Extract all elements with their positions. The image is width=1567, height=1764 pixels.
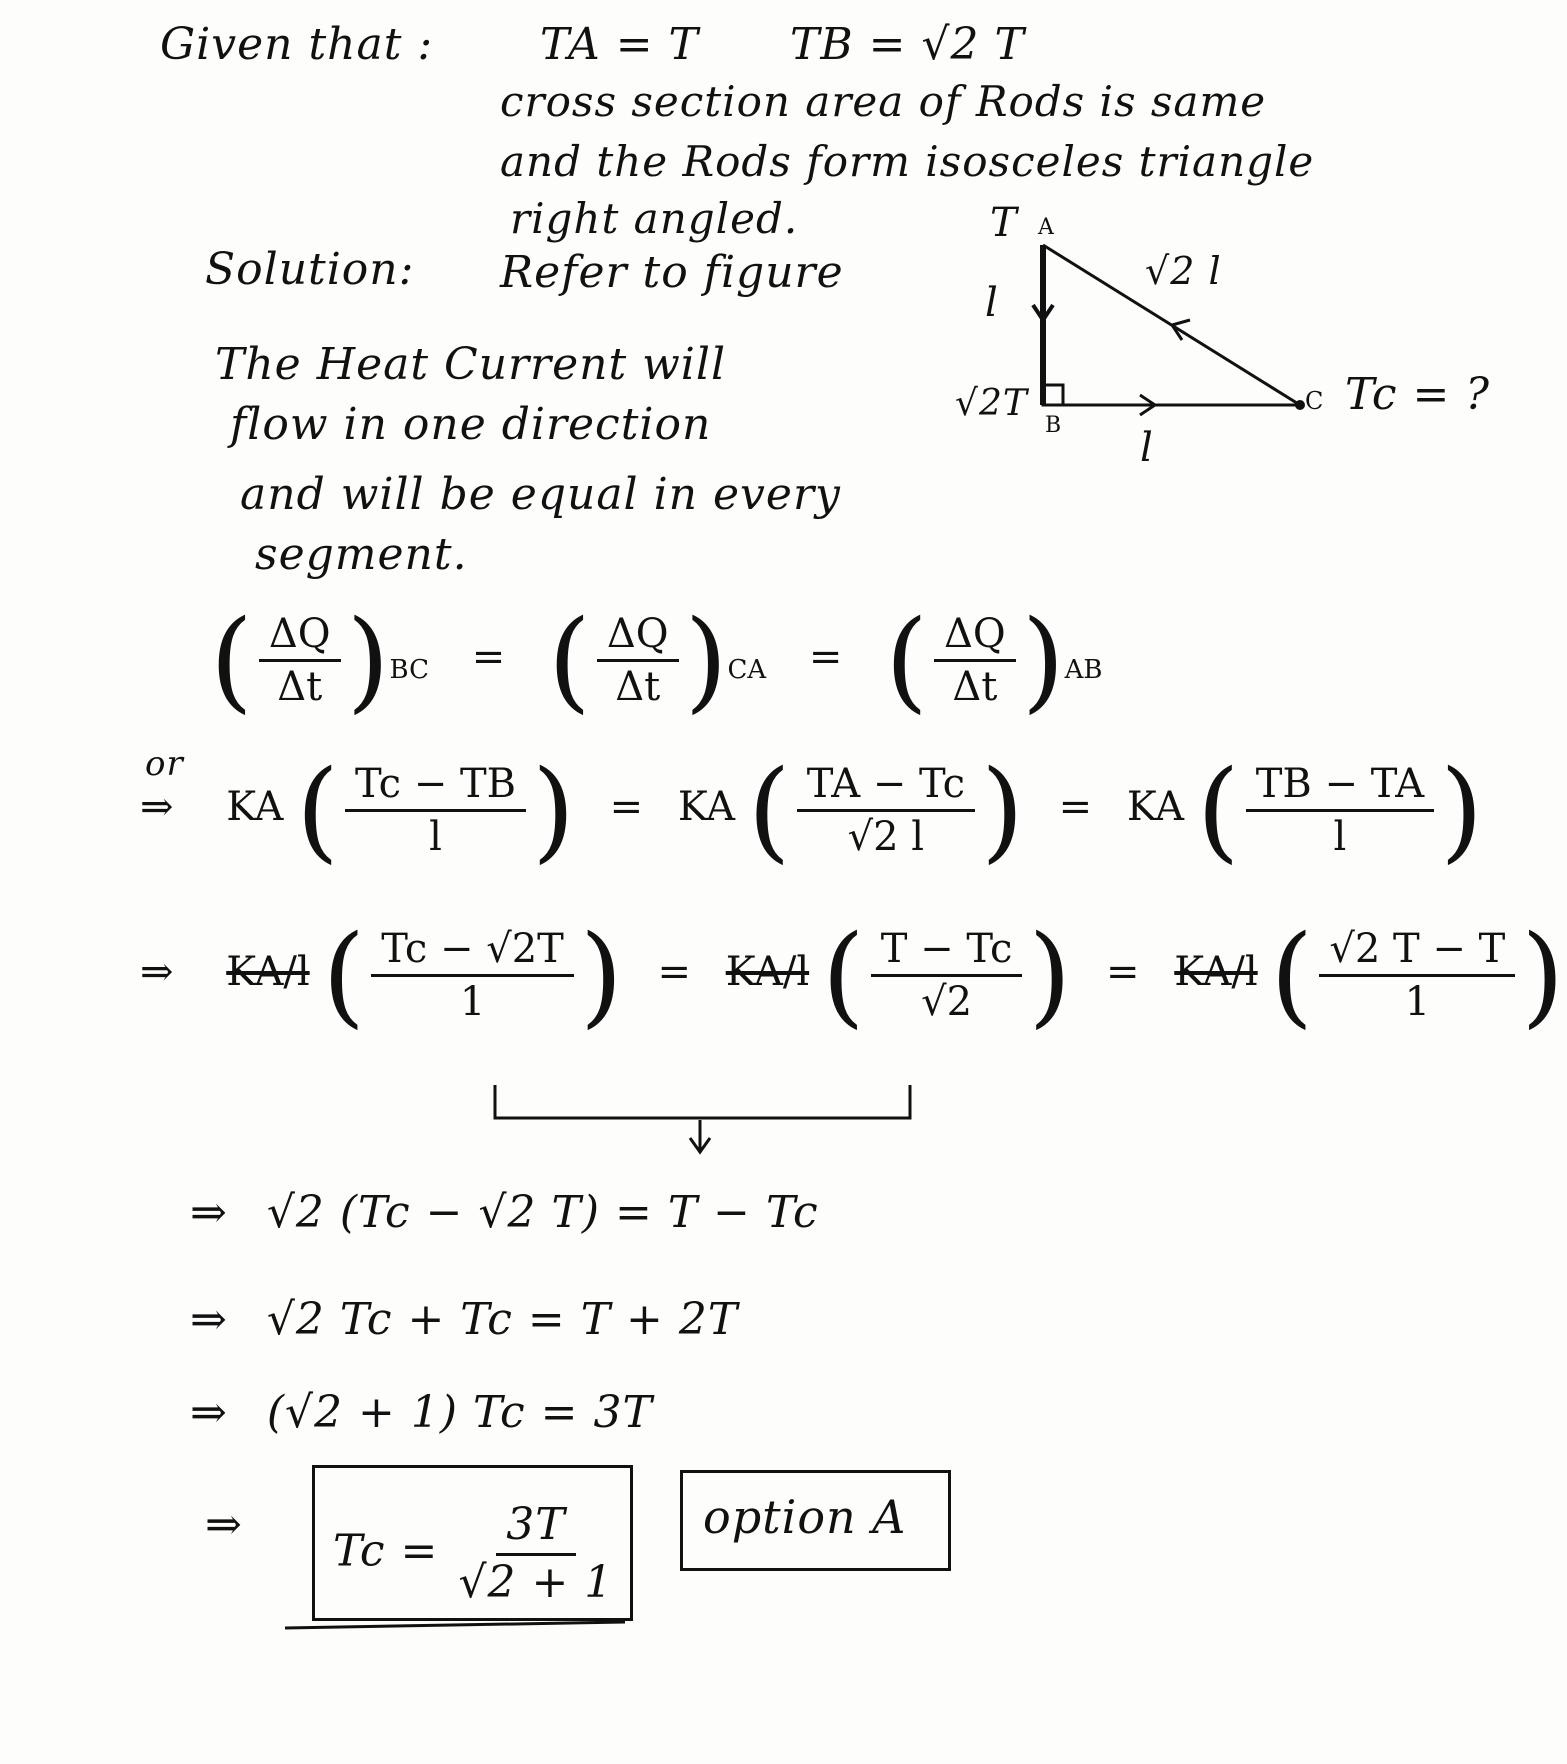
bracket-line bbox=[495, 1085, 910, 1118]
step-3 bbox=[190, 1388, 653, 1439]
equation-conduction: ⇒ KA ( $\frac{Tc - TB}{l}$ ) = KA ( $\frac{TA - Tc}{√2 l}$ ) = KA ( $\frac{TB - TA}{l}$ ) bbox=[140, 746, 1484, 874]
step-3-text: (√2 + 1) Tc = 3T bbox=[266, 1387, 653, 1438]
eq2-den3: l bbox=[1333, 813, 1347, 860]
solution-refer: Refer to figure bbox=[500, 247, 844, 298]
rate-num-bc: ΔQ bbox=[259, 611, 341, 662]
or-label: or bbox=[145, 744, 184, 784]
paragraph-line2: flow in one direction bbox=[230, 399, 712, 450]
final-lhs: Tc = bbox=[333, 1525, 439, 1577]
ka-over-l-1: KA/l bbox=[226, 949, 310, 995]
figure-vertex-b: B bbox=[1045, 413, 1062, 438]
implies-1: ⇒ bbox=[140, 784, 174, 830]
equals-4: = bbox=[1058, 784, 1093, 830]
figure-side-bc: l bbox=[1140, 425, 1154, 471]
ka-2: KA bbox=[677, 784, 736, 830]
rate-num-ab: ΔQ bbox=[934, 611, 1016, 662]
final-answer-box bbox=[312, 1465, 633, 1621]
ka-1: KA bbox=[226, 784, 284, 830]
given-ta: TA = T bbox=[540, 19, 699, 70]
eq3-den2: √2 bbox=[921, 978, 973, 1025]
equals-5: = bbox=[657, 949, 691, 995]
implies-4: ⇒ bbox=[190, 1294, 227, 1345]
eq2-den1: l bbox=[429, 813, 442, 860]
figure-vertex-a: A bbox=[1038, 215, 1054, 240]
paragraph-line4: segment. bbox=[255, 529, 468, 580]
implies-3: ⇒ bbox=[190, 1187, 227, 1238]
final-num: 3T bbox=[496, 1500, 575, 1556]
eq3-num1: Tc − √2T bbox=[371, 926, 574, 977]
step-1-text: √2 (Tc − √2 T) = T − Tc bbox=[266, 1187, 819, 1238]
eq3-den3: 1 bbox=[1404, 978, 1431, 1025]
implies-6: ⇒ bbox=[205, 1499, 242, 1550]
equals-6: = bbox=[1106, 949, 1140, 995]
step-2-text: √2 Tc + Tc = T + 2T bbox=[266, 1294, 739, 1345]
sub-ca: CA bbox=[727, 655, 767, 685]
implies-2: ⇒ bbox=[140, 949, 174, 995]
final-den: √2 + 1 bbox=[458, 1556, 614, 1608]
figure-label-tb: √2T bbox=[955, 383, 1028, 424]
figure-side-ab: l bbox=[985, 280, 999, 326]
solution-label: Solution: bbox=[205, 244, 415, 295]
rate-num-ca: ΔQ bbox=[597, 611, 679, 662]
eq2-num1: Tc − TB bbox=[345, 761, 526, 812]
rate-den-bc: Δt bbox=[277, 663, 323, 710]
option-box bbox=[680, 1470, 951, 1571]
given-line1: cross section area of Rods is same bbox=[500, 77, 1267, 126]
eq3-den1: 1 bbox=[459, 978, 486, 1025]
equals-1: = bbox=[471, 634, 506, 680]
given-label: Given that : bbox=[160, 19, 434, 70]
rate-den-ab: Δt bbox=[952, 663, 998, 710]
rate-den-ca: Δt bbox=[615, 663, 661, 710]
implies-5: ⇒ bbox=[190, 1387, 227, 1438]
ka-3: KA bbox=[1126, 784, 1185, 830]
paragraph-line1: The Heat Current will bbox=[215, 339, 727, 390]
equals-3: = bbox=[609, 784, 644, 830]
sub-ab: AB bbox=[1064, 655, 1103, 685]
given-tb: TB = √2 T bbox=[790, 19, 1025, 70]
ka-over-l-3: KA/l bbox=[1174, 949, 1258, 995]
figure-label-t: T bbox=[990, 200, 1018, 246]
step-1 bbox=[190, 1188, 819, 1239]
sub-bc: BC bbox=[389, 655, 430, 685]
equation-heat-current: ( $\frac{\Delta Q}{\Delta t}$ )$_{BC}$ = ( $\frac{\Delta Q}{\Delta t}$ )$_{CA}$ = ( $\frac{\Delta Q}{\Delta t}$ )$_{AB}$ bbox=[210, 596, 1103, 724]
equals-2: = bbox=[808, 634, 843, 680]
final-answer bbox=[333, 1500, 619, 1608]
down-arrow-icon bbox=[690, 1138, 710, 1152]
step-2 bbox=[190, 1295, 738, 1346]
paragraph-line3: and will be equal in every bbox=[240, 469, 841, 520]
eq3-num2: T − Tc bbox=[871, 926, 1023, 977]
vertex-c-dot bbox=[1295, 400, 1305, 410]
figure-vertex-c: C bbox=[1305, 387, 1324, 415]
figure-label-tc: Tc = ? bbox=[1345, 369, 1491, 420]
underline-stroke bbox=[285, 1622, 625, 1628]
eq2-den2: √2 l bbox=[847, 813, 925, 860]
eq2-num3: TB − TA bbox=[1246, 761, 1434, 812]
eq2-num2: TA − Tc bbox=[797, 761, 975, 812]
eq3-num3: √2 T − T bbox=[1319, 926, 1515, 977]
given-line2: and the Rods form isosceles triangle bbox=[500, 137, 1315, 186]
given-line3: right angled. bbox=[510, 194, 799, 243]
figure-side-ca: √2 l bbox=[1145, 249, 1222, 293]
option-answer: option A bbox=[703, 1490, 907, 1544]
ka-over-l-2: KA/l bbox=[725, 949, 810, 995]
equation-substituted: ⇒ KA/l ( $\frac{Tc - √2T}{1}$ ) = KA/l ( $\frac{T - Tc}{√2}$ ) = KA/l ( $\frac{√2 T - T}{1}$ ) bbox=[140, 911, 1565, 1039]
